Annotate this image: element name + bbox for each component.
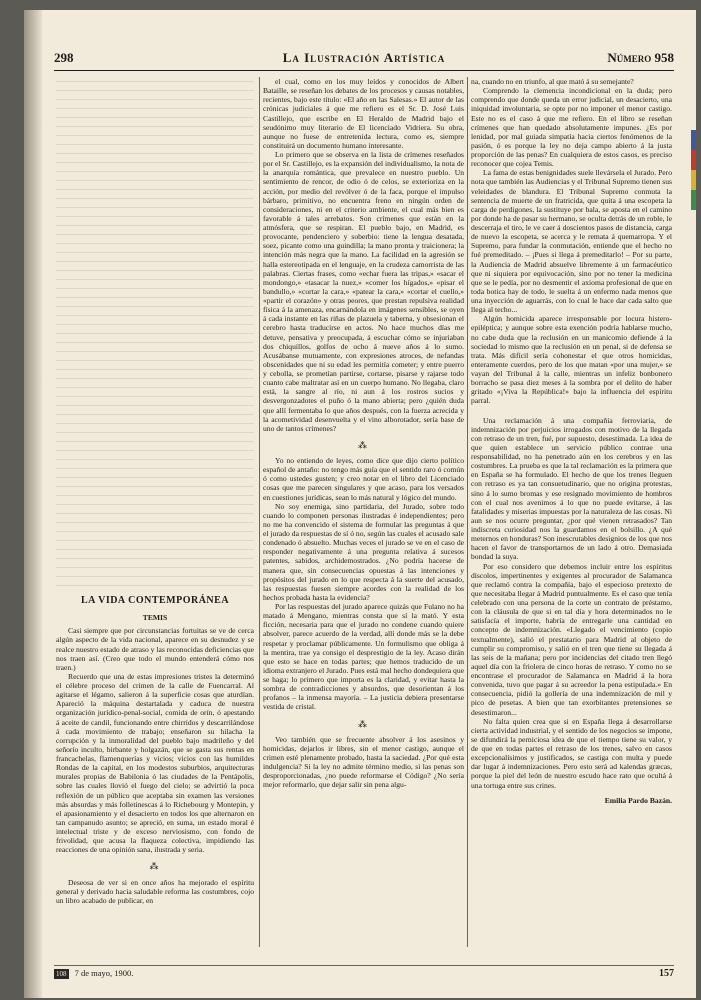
column-left	[56, 77, 254, 905]
color-calibration-strip	[691, 130, 696, 210]
paragraph: La fama de estas benignidades suele llevársela el Jurado. Pero nota que también las Audiencias y el Tribunal Supremo tienen sus veleidades de blandura. El Tribunal Supremo conmuta la sentencia de muerte de un fratricida, que quita á una escopeta la carga de perdigones, la sustituye por bala, se aposta en el camino por donde ha de pasar su hermano, se oculta detrás de un roble, le descerraja el tiro, le ve caer á doscientos pasos de distancia, carga de nuevo la escopeta, se acerca y le remata á quemarropa. Y el Supremo, para fundar la conmutación, entiende que el hecho no fué premeditado. – ¡Pues si llega á premeditarlo! – Por su parte, la Audiencia de Madrid absuelve libremente á un farmacéutico que ni siquiera por equivocación, sino por no tener la medicina que se le pedía, por no desmentir el axioma profesional de que en toda botica hay de todo, le suelta á un enfermo nada menos que una inyección de aguarrás, con lo cual le hace dar cada salto que llega al techo...	[471, 168, 672, 315]
paragraph: Por las respuestas del jurado aparece quizás que Fulano no ha matado á Mengano, mientras consta que sí la mató. Y esta ficción, necesaria para que el jurado no condene cuando quiere absolver, parece acuerdo de la verdad, allí donde más se la debe respetar y proclamar públicamente. Un formulismo que obliga á la mentira, trae ya consigo el desprestigio de la ley. Acaso dirán que esto se hace en todas partes; que hemos traducido de un idioma extranjero el Jurado. Pues está mal hecho dondequiera que se haga; lo primero que importa es la claridad, y evitar hasta la sombra de contradicciones y absurdos, que desorientan á los profanos – la inmensa mayoría. – La justicia debiera presentarse vestida de cristal.	[263, 602, 464, 712]
section-break-stars: ⁂	[358, 718, 369, 729]
issue-badge: 108	[56, 970, 67, 978]
publication-title: La Ilustración Artística	[282, 50, 446, 65]
paragraph: Por eso considero que debemos incluir entre los espíritus díscolos, impertinentes y exigentes al procurador de Salamanca que reclamó contra la compañía, bajo el especioso pretexto de que necesitaba llegar á Madrid puntualmente. Es el caso que tenía celebrado con una persona de la corte un contrato de préstamo, con la cláusula de que si en tal día y hora determinados no le satisfacía el importe, habría de entregarle una cantidad en concepto de indemnización. «Llegado el vencimiento (copio textualmente), salió el prestatario para Madrid al objeto de cumplir su compromiso, y salió en el tren que tiene su llegada á las seis de la mañana; pero por incidencias del citado tren llegó aquel día con la friolera de cinco horas de retraso. Y como no se encontrase el procurador de Salamanca en Madrid á la hora convenida, tuvo que pagar á su acreedor la pena estipulada.» En consecuencia, pidió la gollería de una indemnización de mil y pico de pesetas. A bien que tan exorbitantes pretensiones se desestimaron...	[471, 561, 672, 717]
paragraph: na, cuando no en triunfo, al que mató á su semejante?	[471, 77, 634, 86]
paragraph: Veo también que se frecuente absolver á los asesinos y homicidas, dejarlos ir libres, sin el menor castigo, aunque el crimen esté plenamente probado, hasta la saciedad. ¿Por qué esta indulgencia? Si la ley no admite término medio, si las penas son desproporcionadas, ¿no puede reformarse el Código? ¿No sería mejor reformarlo, que dejar salir sin pena algu-	[263, 734, 464, 790]
paragraph: el cual, como en los muy leídos y conocidos de Albert Bataille, se reseñan los debates de los procesos y causas notables, recientes, bajo este título: «El año en las Salesas.» El autor de las crónicas judiciales á que me refiero es el Sr. D. José Luis Castillejo, que escribe en El Heraldo de Madrid bajo el seudónimo muy literario de El licenciado Vidriera. Su obra, aunque no fuese de entretenida lectura, como es, siempre constituirá un documento humano interesante.	[263, 77, 464, 150]
footer-date: 7 de mayo, 1900.	[74, 968, 134, 978]
footer-rule	[54, 965, 674, 966]
column-divider-2	[467, 77, 468, 947]
paragraph: Lo primero que se observa en la lista de crímenes reseñados por el Sr. Castillejo, es la expansión del individualismo, la nota de la anarquía romántica, que prevalece en nuestro pueblo. Un sentimiento de rencor, de odio ó de celos, se exterioriza en la acción, por medio del revólver ó de la faca, porque el impulso bárbaro, primitivo, no encuentra freno en ningún orden de consideraciones, ni en el criterio ambiente, el cual más bien es favorable á tales arrebatos. Son crímenes que están en la atmósfera, que se respiran. El pueblo bajo, en Madrid, es provocante, pendenciero y soberbio: tiene la lengua desatada, soez, picante como una guindilla; la mano pronta y traicionera; la intención más negra que la mano. La facilidad en la agresión se halla estereotipada en el lenguaje, en la crudeza camorrista de las palabras. Ciertas frases, como «echar fuera las tripas,» «sacar el mondongo,» «tasacar la nuez,» «comer los hígados,» «pisar el bandullo,» «cortar la cara,» «patear la cara,» «cortar el cuello,» «partir el corazón» y otras peores, que prestan repulsiva realidad física á la amenaza, encarnándola en imágenes sensibles, se oyen á cada instante en las riñas de plazuela y taberna, y obsesionan el cerebro hasta traducirse en actos. No hace muchos días me detuve, pensativa y preocupada, á escuchar cómo se injuriaban dos chiquillos, golfos de ocho á nueve años á lo sumo. Acusábanse mutuamente, con expresiones atroces, de nefandas obscenidades que ni su edad les permitía cometer; y entre puerro y cebolla, se prometían partirse, cortarse, pisarse y rajarse todo cuanto cabe maltratar así en un cuerpo humano. No llegaba, claro está, la sangre al río, ni aun á los rostros sucios y desvergonzadotes el puño ó la mano abierta; pero ¿quién duda que allí fermentaba lo que años después, con la fuerza acrecida y la acometividad desenvuelta y el vino alborotador, sería base de uno de tantos crímenes?	[263, 150, 464, 433]
page-number-left: 298	[54, 50, 74, 65]
bleed-through-area	[56, 77, 254, 590]
section-subtitle: TEMIS	[142, 613, 168, 623]
author-signature: Emilia Pardo Bazán.	[604, 795, 672, 805]
header-rule	[54, 70, 674, 71]
page-footer	[54, 968, 674, 982]
section-break-stars: ⁂	[149, 861, 161, 872]
paragraph: Yo no entiendo de leyes, como dice que dijo cierto político español de antaño: no tengo más guía que el sentido raro ó común ó como ustedes gusten; y creo notar en el libro del Licenciado cosas que me parecen singulares y que acaso, para los versados en cuestiones jurídicas, sean lo más natural y lógico del mundo.	[263, 456, 464, 502]
paragraph: Comprendo la clemencia incondicional en la duda; pero comprendo que donde queda un error judicial, un desacierto, una iniquidad involuntaria, se opte por no imponer el menor castigo. Este no es el caso á que me refiero. En el libro se reseñan crímenes que han quedado absolutamente impunes. ¿Es por lenidad, por mal guiada simpatía hacia ciertos fenómenos de la pasión, ó es porque la ley no deja campo abierto á la justa proporción de las penas? En cualquiera de estos casos, es preciso reconocer que cojea Temis.	[471, 86, 672, 169]
column-middle	[263, 77, 464, 789]
section-title: LA VIDA CONTEMPORÁNEA	[80, 595, 230, 606]
page-spine	[24, 10, 42, 998]
column-right	[471, 77, 672, 805]
paragraph: Recuerdo que una de estas impresiones tristes la determinó el célebre proceso del crimen de la calle de Fuencarral. Al agitarse el légamo, salieron á la superficie cosas que aturdían. Apareció la máquina destartalada y caduca de nuestra organización jurídico-penal-social, comida de orín, ó apestando á aceite de candil, funcionando entre chirridos y descarrilándose á cada movimiento de trabajo; enseñaron su hilacha la corrupción y la inmoralidad del pueblo bajo madrileño y del señorío inculto, birbante y holgazán, que se gasta sus rentas en francachelas, flamenquerías y vicios; vicios con las humildes Rondas de la capital, en los modestos suburbios, arquitecturas murales propias de Babilonia ó las ciudades de la Pentápolis, sobre las cuales llovió el fuego del cielo; se advirtió la poca reflexión de un público que aceptaba sin examen las versiones más absurdas y más folletinescas á lo Richebourg y Montepin, y el apasionamiento y el desacierto en todos los que alternaron en tan campanudo asunto; se apreció, en suma, un estado moral é intelectual triste y de exceso nerviosismo, con fondo de frivolidad, que acusa la flaqueza colectiva, impidiendo las reacciones de una opinión sana, ilustrada y seria.	[56, 671, 254, 855]
paragraph: No falta quien crea que si en España llega á desarrollarse cierta actividad industrial, y el sentido de los negocios se impone, se difundirá la perniciosa idea de que el tiempo tiene su valor, y de que en todas partes el retraso de los trenes, salvo en casos excepcionalísimos y justificados, se castiga con multa y puede dar lugar á indemnizaciones. Pero esto será ad kalendas græcas, porque la piel del león de nuestro escudo hace rato que ocultá á una tortuga entre sus crines.	[471, 716, 672, 790]
paragraph: Casi siempre que por circunstancias fortuitas se ve de cerca algún aspecto de la vida nacional, aparece en su desnudez y se realce nuestro estado de atraso y las reconocidas deficiencias que nos traen así. (Creo que todo el mundo entenderá cómo nos traen.)	[56, 626, 254, 672]
folio-number: 157	[659, 968, 674, 979]
paragraph: No soy enemiga, sino partidaria, del Jurado, sobre todo cuando lo componen personas ilustradas é independientes; pero no me ha convencido el sistema de formular las preguntas á que el jurado da respuestas de sí ó no, según las cuales el acusado sale condenado ó absuelto. Muchas veces el jurado se ve en el caso de responder negativamente á una pregunta relativa á sucesos patentes, sabidos, archidemostrados. ¿No podría hacerse de manera que, sin consecuencias opuestas á las intenciones y propósitos del jurado en lo que respecta á la suerte del acusado, las respuestas fuesen siempre acordes con la realidad de los hechos probada hasta la evidencia?	[263, 501, 464, 602]
paragraph: Deseosa de ver si en once años ha mejorado el espíritu general y derivado hacia saludable reforma las costumbres, cojo un libro acabado de publicar, en	[56, 877, 254, 905]
section-break-stars: ⁂	[358, 439, 369, 450]
paragraph: Una reclamación á una compañía ferroviaria, de indemnización por perjuicios irrogados con motivo de la llegada con retraso de un tren, fué, por supuesto, desestimada. La idea de que quien establece un servicio público contrae una responsabilidad, no ha penetrado aún en los cerebros y en las costumbres. La prueba es que la tal reclamación es la primera que en España se ha formulado. El hecho de que los trenes lleguen con retraso es ya tan consuetudinario, que no origina protestas, sino á lo sumo bromas y ese resignado movimiento de hombros con el cual nos avenimos á lo que no puede evitarse, á las fatalidades y miserias impuestas por la naturaleza de las cosas. Ni aun se nos ocurre preguntar, ¿por qué vienen retrasados? Tan indiscreta curiosidad nos la guardamos en el bolsillo. ¿A qué meternos en honduras? Son inescrutables designios de los que nos hacen el favor de transportarnos de un lado á otro. Demasiada bondad la suya.	[471, 415, 672, 562]
paragraph: Algún homicida aparece irresponsable por locura histero-epiléptica; y aunque sobre esta exención podría hablarse mucho, no cabe duda que la reclusión en un manicomio defiende á la sociedad lo mismo que la reclusión en un penal, si de defensa se trata. Más difícil sería cohonestar el que otros homicidas, enteramente cuerdos, pero de los que matan «por una mujer,» se vayan del Tribunal á la calle, mientras un infeliz bonbonero borracho se pasa diez meses á la sombra por el delito de haber gritado «¡Viva la República!» bajo la influencia del espíritu parral.	[471, 314, 672, 406]
column-divider-1	[259, 77, 260, 947]
newspaper-page	[24, 10, 696, 998]
issue-number: Número 958	[607, 50, 674, 65]
page-header	[54, 50, 674, 70]
